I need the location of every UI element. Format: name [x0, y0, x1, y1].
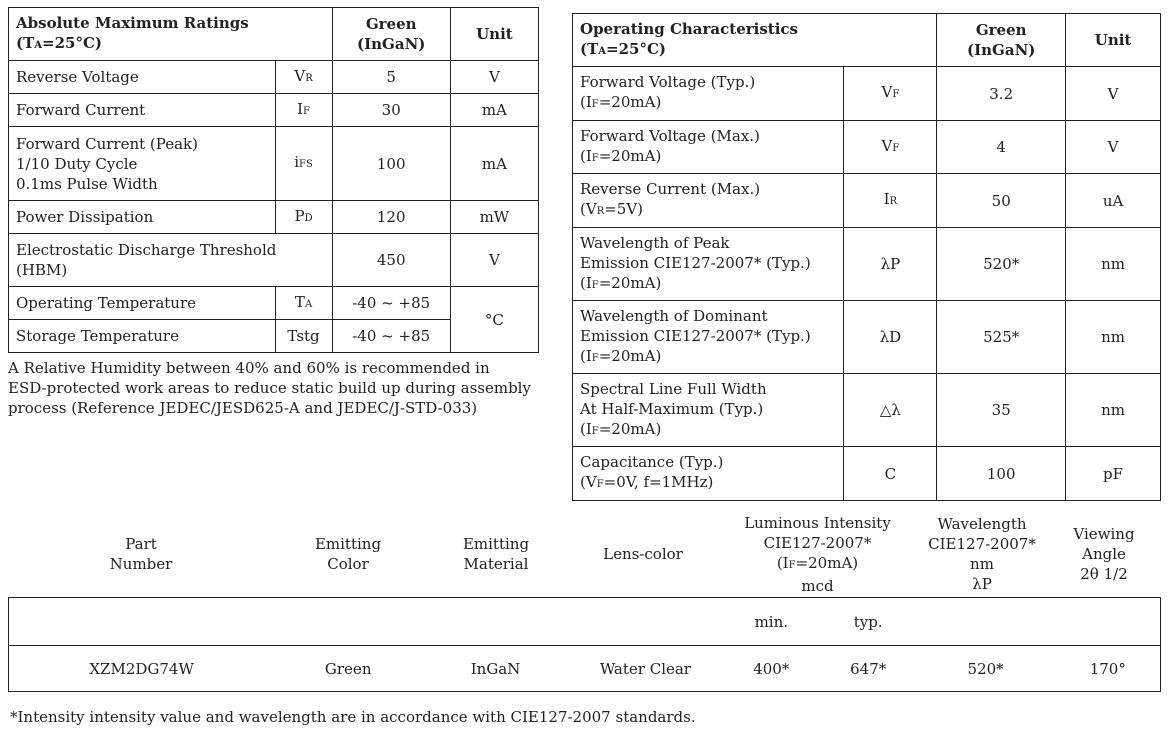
param-line: (VF=0V, f=1MHz): [580, 473, 714, 491]
header-part-number: [68, 510, 214, 598]
unit-cell: V: [450, 234, 538, 287]
symbol: T: [294, 292, 305, 311]
wavelength-cell: 520*: [916, 646, 1056, 692]
header-lens-color: [573, 510, 713, 598]
abs-col-green-label: Green: [365, 15, 417, 33]
op-condition: (TA=25°C): [580, 39, 667, 58]
symbol-cell: [844, 174, 937, 228]
value-cell: 50: [937, 174, 1066, 228]
symbol-cell: [275, 94, 332, 127]
param-cell: [573, 174, 844, 228]
header-viewing-angle: [1058, 510, 1150, 598]
table-row: [9, 287, 539, 320]
param-cell: Storage Temperature: [9, 320, 276, 353]
op-col-unit: Unit: [1066, 14, 1161, 67]
symbol-sub: R: [889, 196, 898, 207]
unit-cell: °C: [450, 287, 538, 353]
table-row: [573, 228, 1161, 301]
header-line: CIE127-2007*: [763, 533, 872, 552]
header-line: Emitting: [462, 535, 530, 553]
header-line: Viewing: [1073, 525, 1135, 543]
symbol-cell: λD: [844, 301, 937, 374]
emitting-material-cell: InGaN: [422, 646, 569, 692]
symbol: V: [881, 136, 893, 155]
header-line: nm: [970, 555, 994, 573]
symbol: V: [294, 66, 306, 85]
param-line: Forward Voltage (Typ.): [580, 73, 756, 91]
header-emitting-color: [278, 510, 418, 598]
unit-cell: pF: [1066, 447, 1161, 501]
param-cell: [573, 447, 844, 501]
unit-cell: uA: [1066, 174, 1161, 228]
value-cell: 100: [937, 447, 1066, 501]
param-line: (IF=20mA): [580, 146, 662, 165]
symbol-cell: [275, 127, 332, 201]
min-typ-row: [9, 598, 1161, 646]
symbol-cell: △λ: [844, 374, 937, 447]
viewing-angle-cell: 170°: [1056, 646, 1161, 692]
symbol-cell: [275, 287, 332, 320]
header-line: (IF=20mA): [776, 553, 859, 572]
symbol-sub: F: [892, 142, 900, 154]
param-cell: [573, 67, 844, 121]
part-table: [8, 597, 1161, 692]
table-row: [573, 374, 1161, 447]
min-intensity-cell: 400*: [722, 646, 821, 692]
header-line: 2θ 1/2: [1080, 565, 1128, 583]
param-line: (HBM): [16, 261, 68, 279]
abs-col-unit: Unit: [450, 8, 538, 61]
symbol-cell: [844, 67, 937, 121]
unit-cell: nm: [1066, 374, 1161, 447]
symbol-sub: A: [304, 298, 313, 310]
table-row: [573, 67, 1161, 121]
header-line: Wavelength: [937, 515, 1027, 533]
param-line: Capacitance (Typ.): [580, 453, 724, 471]
part-table-header: [8, 510, 1161, 598]
unit-cell: V: [450, 61, 538, 94]
unit-cell: mA: [450, 94, 538, 127]
table-row: [9, 127, 539, 201]
symbol-sub: F: [892, 89, 900, 100]
op-col-green: [937, 14, 1066, 67]
abs-table-title: [9, 8, 333, 61]
param-line: Forward Current (Peak): [16, 134, 198, 153]
header-line: CIE127-2007*: [928, 535, 1036, 553]
param-cell: Operating Temperature: [9, 287, 276, 320]
value-cell: -40 ~ +85: [332, 320, 450, 353]
abs-condition: (TA=25°C): [16, 33, 103, 52]
unit-cell: nm: [1066, 301, 1161, 374]
part-number-cell: XZM2DG74W: [9, 646, 275, 692]
param-line: Wavelength of Dominant: [580, 306, 768, 325]
typ-intensity-cell: 647*: [821, 646, 916, 692]
param-cell: [9, 127, 276, 201]
param-line: Emission CIE127-2007* (Typ.): [580, 253, 811, 272]
value-cell: 4: [937, 121, 1066, 174]
value-cell: 5: [332, 61, 450, 94]
value-cell: 100: [332, 127, 450, 201]
typ-label: typ.: [821, 598, 916, 646]
param-cell: [573, 121, 844, 174]
table-row: [9, 234, 539, 287]
param-line: Spectral Line Full Width: [580, 379, 767, 398]
min-label: min.: [722, 598, 821, 646]
unit-cell: nm: [1066, 228, 1161, 301]
emitting-color-cell: Green: [274, 646, 422, 692]
op-title-text: Operating Characteristics: [580, 19, 799, 38]
param-line: At Half-Maximum (Typ.): [580, 399, 764, 418]
op-col-green-label: Green: [975, 21, 1027, 39]
abs-title-text: Absolute Maximum Ratings: [16, 13, 249, 32]
symbol: I: [883, 190, 890, 208]
op-col-green-sub: (InGaN): [967, 41, 1036, 59]
param-cell: [573, 228, 844, 301]
symbol: i: [294, 153, 300, 171]
param-line: Reverse Current (Max.): [580, 180, 761, 198]
header-luminous-intensity: [730, 510, 905, 598]
param-cell: Forward Current: [9, 94, 276, 127]
symbol: V: [881, 83, 893, 101]
param-line: (VR=5V): [580, 200, 644, 218]
symbol-cell: Tstg: [275, 320, 332, 353]
param-cell: [573, 374, 844, 447]
note-line: ESD-protected work areas to reduce static build up during assembly: [8, 379, 531, 397]
symbol-cell: [275, 201, 332, 234]
operating-characteristics-table: [572, 13, 1161, 501]
table-row: [573, 301, 1161, 374]
symbol: P: [294, 206, 305, 225]
value-cell: 3.2: [937, 67, 1066, 121]
note-line: A Relative Humidity between 40% and 60% is recommended in: [8, 359, 490, 377]
abs-col-green-sub: (InGaN): [357, 35, 426, 53]
symbol: I: [297, 99, 304, 118]
symbol-cell: [844, 121, 937, 174]
unit-cell: V: [1066, 121, 1161, 174]
esd-note: [8, 358, 548, 418]
table-row: [9, 646, 1161, 692]
unit-cell: mA: [450, 127, 538, 201]
header-wavelength: [912, 510, 1052, 598]
op-table-title: [573, 14, 937, 67]
param-line: 1/10 Duty Cycle: [16, 154, 138, 173]
symbol-sub: F: [303, 105, 310, 117]
symbol-cell: C: [844, 447, 937, 501]
table-row: [573, 447, 1161, 501]
header-line: λP: [972, 575, 992, 593]
abs-col-green: [332, 8, 450, 61]
param-line: Forward Voltage (Max.): [580, 126, 760, 145]
table-row: [9, 201, 539, 234]
symbol-cell: [275, 61, 332, 94]
symbol-sub: FS: [299, 159, 313, 170]
value-cell: 520*: [937, 228, 1066, 301]
header-line: mcd: [801, 576, 834, 595]
value-cell: 30: [332, 94, 450, 127]
value-cell: 525*: [937, 301, 1066, 374]
symbol-sub: D: [304, 212, 313, 224]
table-row: [573, 121, 1161, 174]
value-cell: 120: [332, 201, 450, 234]
header-line: Lens-color: [603, 545, 683, 563]
header-line: Number: [109, 555, 173, 573]
header-line: Emitting: [314, 535, 382, 553]
param-line: (IF=20mA): [580, 93, 662, 111]
unit-cell: V: [1066, 67, 1161, 121]
header-line: Angle: [1082, 545, 1126, 563]
param-cell: Power Dissipation: [9, 201, 276, 234]
symbol-cell: λP: [844, 228, 937, 301]
param-line: Wavelength of Peak: [580, 233, 730, 252]
param-line: Electrostatic Discharge Threshold: [16, 241, 277, 259]
unit-cell: mW: [450, 201, 538, 234]
param-cell: Reverse Voltage: [9, 61, 276, 94]
table-row: [573, 174, 1161, 228]
param-line: Emission CIE127-2007* (Typ.): [580, 326, 811, 345]
param-cell: [573, 301, 844, 374]
lens-color-cell: Water Clear: [569, 646, 722, 692]
value-cell: 35: [937, 374, 1066, 447]
param-line: (IF=20mA): [580, 419, 662, 438]
table-row: [9, 61, 539, 94]
header-line: Part: [125, 535, 157, 553]
param-line: 0.1ms Pulse Width: [16, 174, 158, 193]
footnote: *Intensity intensity value and wavelength are in accordance with CIE127-2007 standards.: [10, 708, 696, 726]
header-emitting-material: [426, 510, 566, 598]
header-line: Material: [463, 555, 529, 573]
param-line: (IF=20mA): [580, 273, 662, 292]
param-cell: [9, 234, 333, 287]
symbol-sub: R: [305, 72, 313, 84]
value-cell: 450: [332, 234, 450, 287]
table-row: [9, 94, 539, 127]
absolute-max-ratings-table: [8, 7, 539, 353]
note-line: process (Reference JEDEC/JESD625-A and JEDEC/J-STD-033): [8, 399, 478, 417]
header-line: Color: [327, 555, 369, 573]
param-line: (IF=20mA): [580, 346, 662, 365]
value-cell: -40 ~ +85: [332, 287, 450, 320]
header-line: Luminous Intensity: [744, 513, 891, 532]
